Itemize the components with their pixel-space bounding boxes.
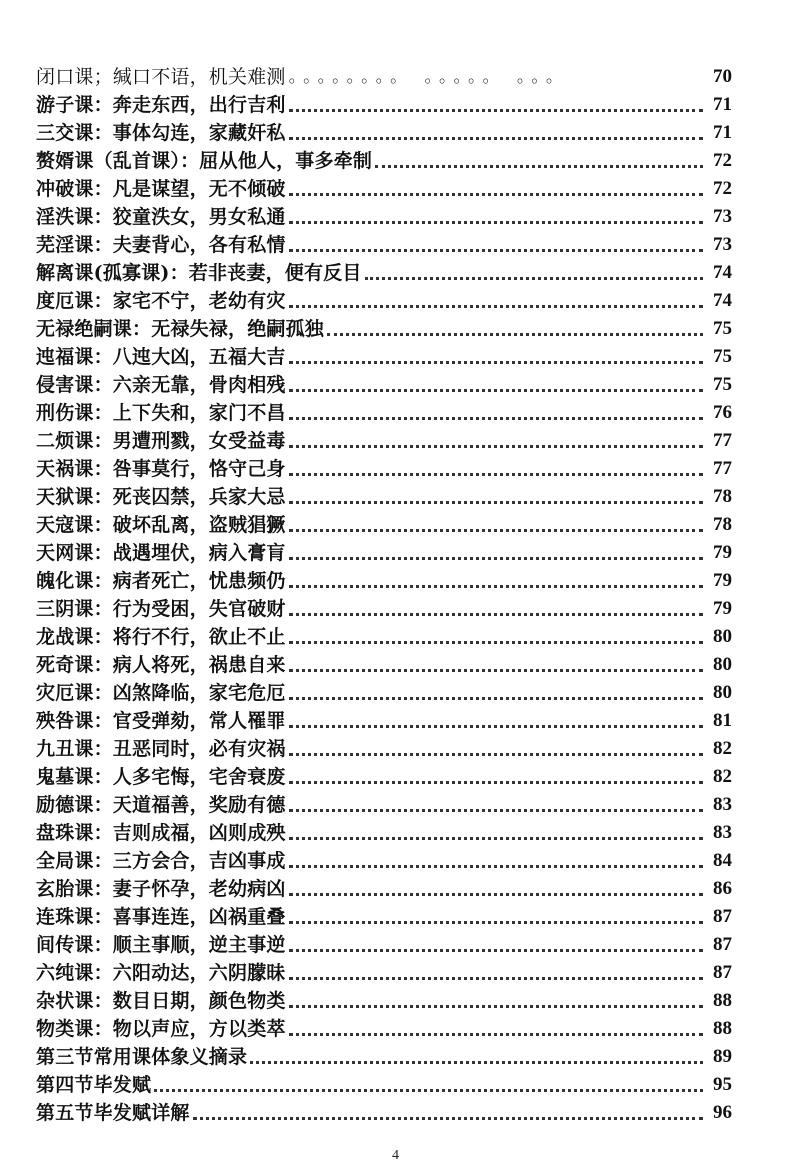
toc-entry-page: 73 [713, 234, 732, 255]
toc-entry [36, 118, 732, 146]
toc-entry-page: 73 [713, 206, 732, 227]
toc-entry [36, 902, 732, 930]
toc-entry-page: 96 [713, 1102, 732, 1123]
toc-dot-leader [289, 109, 703, 112]
toc-entry-title: 天寇课：破坏乱离，盗贼猖獗 [36, 514, 286, 536]
toc-dot-leader [289, 809, 703, 812]
toc-entry-title: 天狱课：死丧囚禁，兵家大忌 [36, 486, 286, 508]
toc-entry [36, 62, 732, 90]
toc-entry [36, 510, 732, 538]
toc-dot-leader [154, 1089, 703, 1092]
toc-dot-leader [289, 697, 703, 700]
toc-entry-title: 淫泆课：狡童泆女，男女私通 [36, 206, 286, 228]
toc-entry-page: 87 [713, 962, 732, 983]
table-of-contents [36, 62, 732, 1126]
toc-entry [36, 818, 732, 846]
toc-entry-title: 九丑课：丑恶同时，必有灾祸 [36, 738, 286, 760]
toc-dot-leader [289, 557, 703, 560]
toc-entry-title: 六纯课：六阳动达，六阴朦昧 [36, 962, 286, 984]
toc-dot-leader [289, 361, 703, 364]
toc-entry-title: 第五节毕发赋详解 [36, 1102, 190, 1124]
toc-entry-title: 鬼墓课：人多宅悔，宅舍衰废 [36, 766, 286, 788]
toc-dot-leader [289, 305, 703, 308]
toc-entry [36, 650, 732, 678]
toc-dot-leader [289, 221, 703, 224]
toc-entry [36, 874, 732, 902]
toc-dot-leader [289, 781, 703, 784]
toc-entry [36, 146, 732, 174]
toc-entry [36, 678, 732, 706]
toc-entry-title: 三阴课：行为受困，失官破财 [36, 598, 286, 620]
toc-entry-page: 77 [713, 430, 732, 451]
toc-dot-leader [289, 417, 703, 420]
toc-dot-leader [289, 529, 703, 532]
toc-entry-page: 71 [713, 94, 732, 115]
toc-entry-page: 76 [713, 402, 732, 423]
toc-entry [36, 594, 732, 622]
toc-dot-leader [289, 585, 703, 588]
toc-dot-leader [289, 613, 703, 616]
toc-entry-page: 74 [713, 290, 732, 311]
toc-dot-leader [289, 249, 703, 252]
toc-entry-title: 迍福课：八迍大凶，五福大吉 [36, 346, 286, 368]
toc-entry [36, 566, 732, 594]
toc-entry-title: 龙战课：将行不行，欲止不止 [36, 626, 286, 648]
toc-entry-page: 72 [713, 178, 732, 199]
toc-entry-page: 75 [713, 346, 732, 367]
toc-entry-title: 物类课：物以声应，方以类萃 [36, 1018, 286, 1040]
toc-entry-title: 间传课：顺主事顺，逆主事逆 [36, 934, 286, 956]
toc-dot-leader [289, 445, 703, 448]
toc-entry-page: 80 [713, 626, 732, 647]
toc-entry-page: 89 [713, 1046, 732, 1067]
toc-entry-title: 连珠课：喜事连连，凶祸重叠 [36, 906, 286, 928]
toc-entry-page: 81 [713, 710, 732, 731]
toc-entry-title: 魄化课：病者死亡，忧患频仍 [36, 570, 286, 592]
toc-entry [36, 314, 732, 342]
toc-entry-title: 杂状课：数目日期，颜色物类 [36, 990, 286, 1012]
page-number: 4 [392, 1148, 399, 1163]
toc-entry-title: 无禄绝嗣课：无禄失禄，绝嗣孤独 [36, 318, 325, 340]
toc-entry [36, 202, 732, 230]
toc-entry [36, 846, 732, 874]
toc-dot-leader: 。。。。。。。。 。。。。。 。。。 [288, 67, 569, 87]
toc-entry [36, 454, 732, 482]
toc-entry [36, 762, 732, 790]
toc-entry-title: 度厄课：家宅不宁，老幼有灾 [36, 290, 286, 312]
toc-dot-leader [289, 949, 703, 952]
toc-entry-title: 天网课：战遇埋伏，病入膏肓 [36, 542, 286, 564]
toc-dot-leader [289, 193, 703, 196]
toc-entry [36, 258, 732, 286]
toc-entry [36, 90, 732, 118]
toc-entry-title: 盘珠课：吉则成福，凶则成殃 [36, 822, 286, 844]
toc-entry [36, 930, 732, 958]
toc-dot-leader [327, 333, 703, 336]
toc-entry [36, 1098, 732, 1126]
toc-dot-leader [289, 669, 703, 672]
toc-dot-leader [289, 725, 703, 728]
toc-dot-leader [289, 865, 703, 868]
toc-entry-title: 玄胎课：妻子怀孕，老幼病凶 [36, 878, 286, 900]
toc-dot-leader [289, 837, 703, 840]
toc-entry-title: 二烦课：男遭刑戮，女受益毒 [36, 430, 286, 452]
toc-entry-title: 灾厄课：凶煞降临，家宅危厄 [36, 682, 286, 704]
toc-entry-title: 三交课：事体勾连，家藏奸私 [36, 122, 286, 144]
toc-entry-page: 77 [713, 458, 732, 479]
toc-entry-page: 79 [713, 570, 732, 591]
toc-entry [36, 286, 732, 314]
toc-entry-page: 88 [713, 990, 732, 1011]
toc-dot-leader [289, 389, 703, 392]
toc-dot-leader [250, 1061, 703, 1064]
toc-entry-page: 79 [713, 598, 732, 619]
toc-dot-leader [365, 277, 703, 280]
toc-entry [36, 230, 732, 258]
toc-entry-title: 赘婿课（乱首课）：屈从他人，事多牵制 [36, 150, 373, 172]
toc-entry [36, 174, 732, 202]
toc-entry [36, 1014, 732, 1042]
toc-entry [36, 398, 732, 426]
toc-entry-title: 芜淫课：夫妻背心，各有私情 [36, 234, 286, 256]
toc-entry-title: 刑伤课：上下失和，家门不昌 [36, 402, 286, 424]
toc-entry-page: 74 [713, 262, 732, 283]
toc-dot-leader [289, 753, 703, 756]
toc-entry-title: 闭口课；缄口不语，机关难测 [36, 66, 286, 88]
toc-entry-page: 83 [713, 794, 732, 815]
toc-entry-page: 78 [713, 514, 732, 535]
toc-entry-title: 冲破课：凡是谋望，无不倾破 [36, 178, 286, 200]
toc-entry-title: 第四节毕发赋 [36, 1074, 152, 1096]
toc-entry [36, 370, 732, 398]
toc-entry-page: 80 [713, 682, 732, 703]
toc-entry [36, 958, 732, 986]
toc-entry-title: 解离课(孤寡课)：若非丧妻，便有反目 [36, 262, 362, 284]
toc-dot-leader [289, 137, 703, 140]
toc-entry-title: 游子课：奔走东西，出行吉利 [36, 94, 286, 116]
toc-dot-leader [289, 921, 703, 924]
toc-entry [36, 342, 732, 370]
toc-entry-page: 87 [713, 934, 732, 955]
toc-entry [36, 538, 732, 566]
toc-entry [36, 622, 732, 650]
toc-entry-title: 励德课：天道福善，奖励有德 [36, 794, 286, 816]
toc-entry-page: 75 [713, 374, 732, 395]
toc-entry-page: 84 [713, 850, 732, 871]
toc-entry-page: 82 [713, 738, 732, 759]
toc-dot-leader [289, 1005, 703, 1008]
toc-entry-page: 80 [713, 654, 732, 675]
toc-dot-leader [289, 641, 703, 644]
toc-entry [36, 734, 732, 762]
toc-entry-title: 死奇课：病人将死，祸患自来 [36, 654, 286, 676]
toc-entry-page: 71 [713, 122, 732, 143]
toc-entry [36, 482, 732, 510]
toc-entry [36, 1070, 732, 1098]
toc-dot-leader [289, 977, 703, 980]
toc-entry-page: 82 [713, 766, 732, 787]
toc-dot-leader [193, 1117, 703, 1120]
toc-entry [36, 1042, 732, 1070]
toc-dot-leader [289, 473, 703, 476]
toc-entry [36, 706, 732, 734]
toc-entry-page: 83 [713, 822, 732, 843]
toc-entry [36, 426, 732, 454]
toc-entry-page: 78 [713, 486, 732, 507]
toc-entry-page: 88 [713, 1018, 732, 1039]
toc-entry-page: 70 [713, 66, 732, 87]
toc-entry-title: 天祸课：咎事莫行，恪守己身 [36, 458, 286, 480]
toc-entry-page: 86 [713, 878, 732, 899]
toc-dot-leader [375, 165, 703, 168]
toc-entry-title: 殃咎课：官受弹劾，常人罹罪 [36, 710, 286, 732]
toc-dot-leader [289, 893, 703, 896]
toc-entry [36, 790, 732, 818]
toc-entry-title: 全局课：三方会合，吉凶事成 [36, 850, 286, 872]
toc-entry-page: 95 [713, 1074, 732, 1095]
toc-entry-page: 75 [713, 318, 732, 339]
toc-entry [36, 986, 732, 1014]
toc-entry-page: 72 [713, 150, 732, 171]
toc-dot-leader [289, 1033, 703, 1036]
toc-dot-leader [289, 501, 703, 504]
toc-entry-page: 79 [713, 542, 732, 563]
toc-entry-title: 第三节常用课体象义摘录 [36, 1046, 248, 1068]
toc-entry-title: 侵害课：六亲无靠，骨肉相残 [36, 374, 286, 396]
toc-entry-page: 87 [713, 906, 732, 927]
